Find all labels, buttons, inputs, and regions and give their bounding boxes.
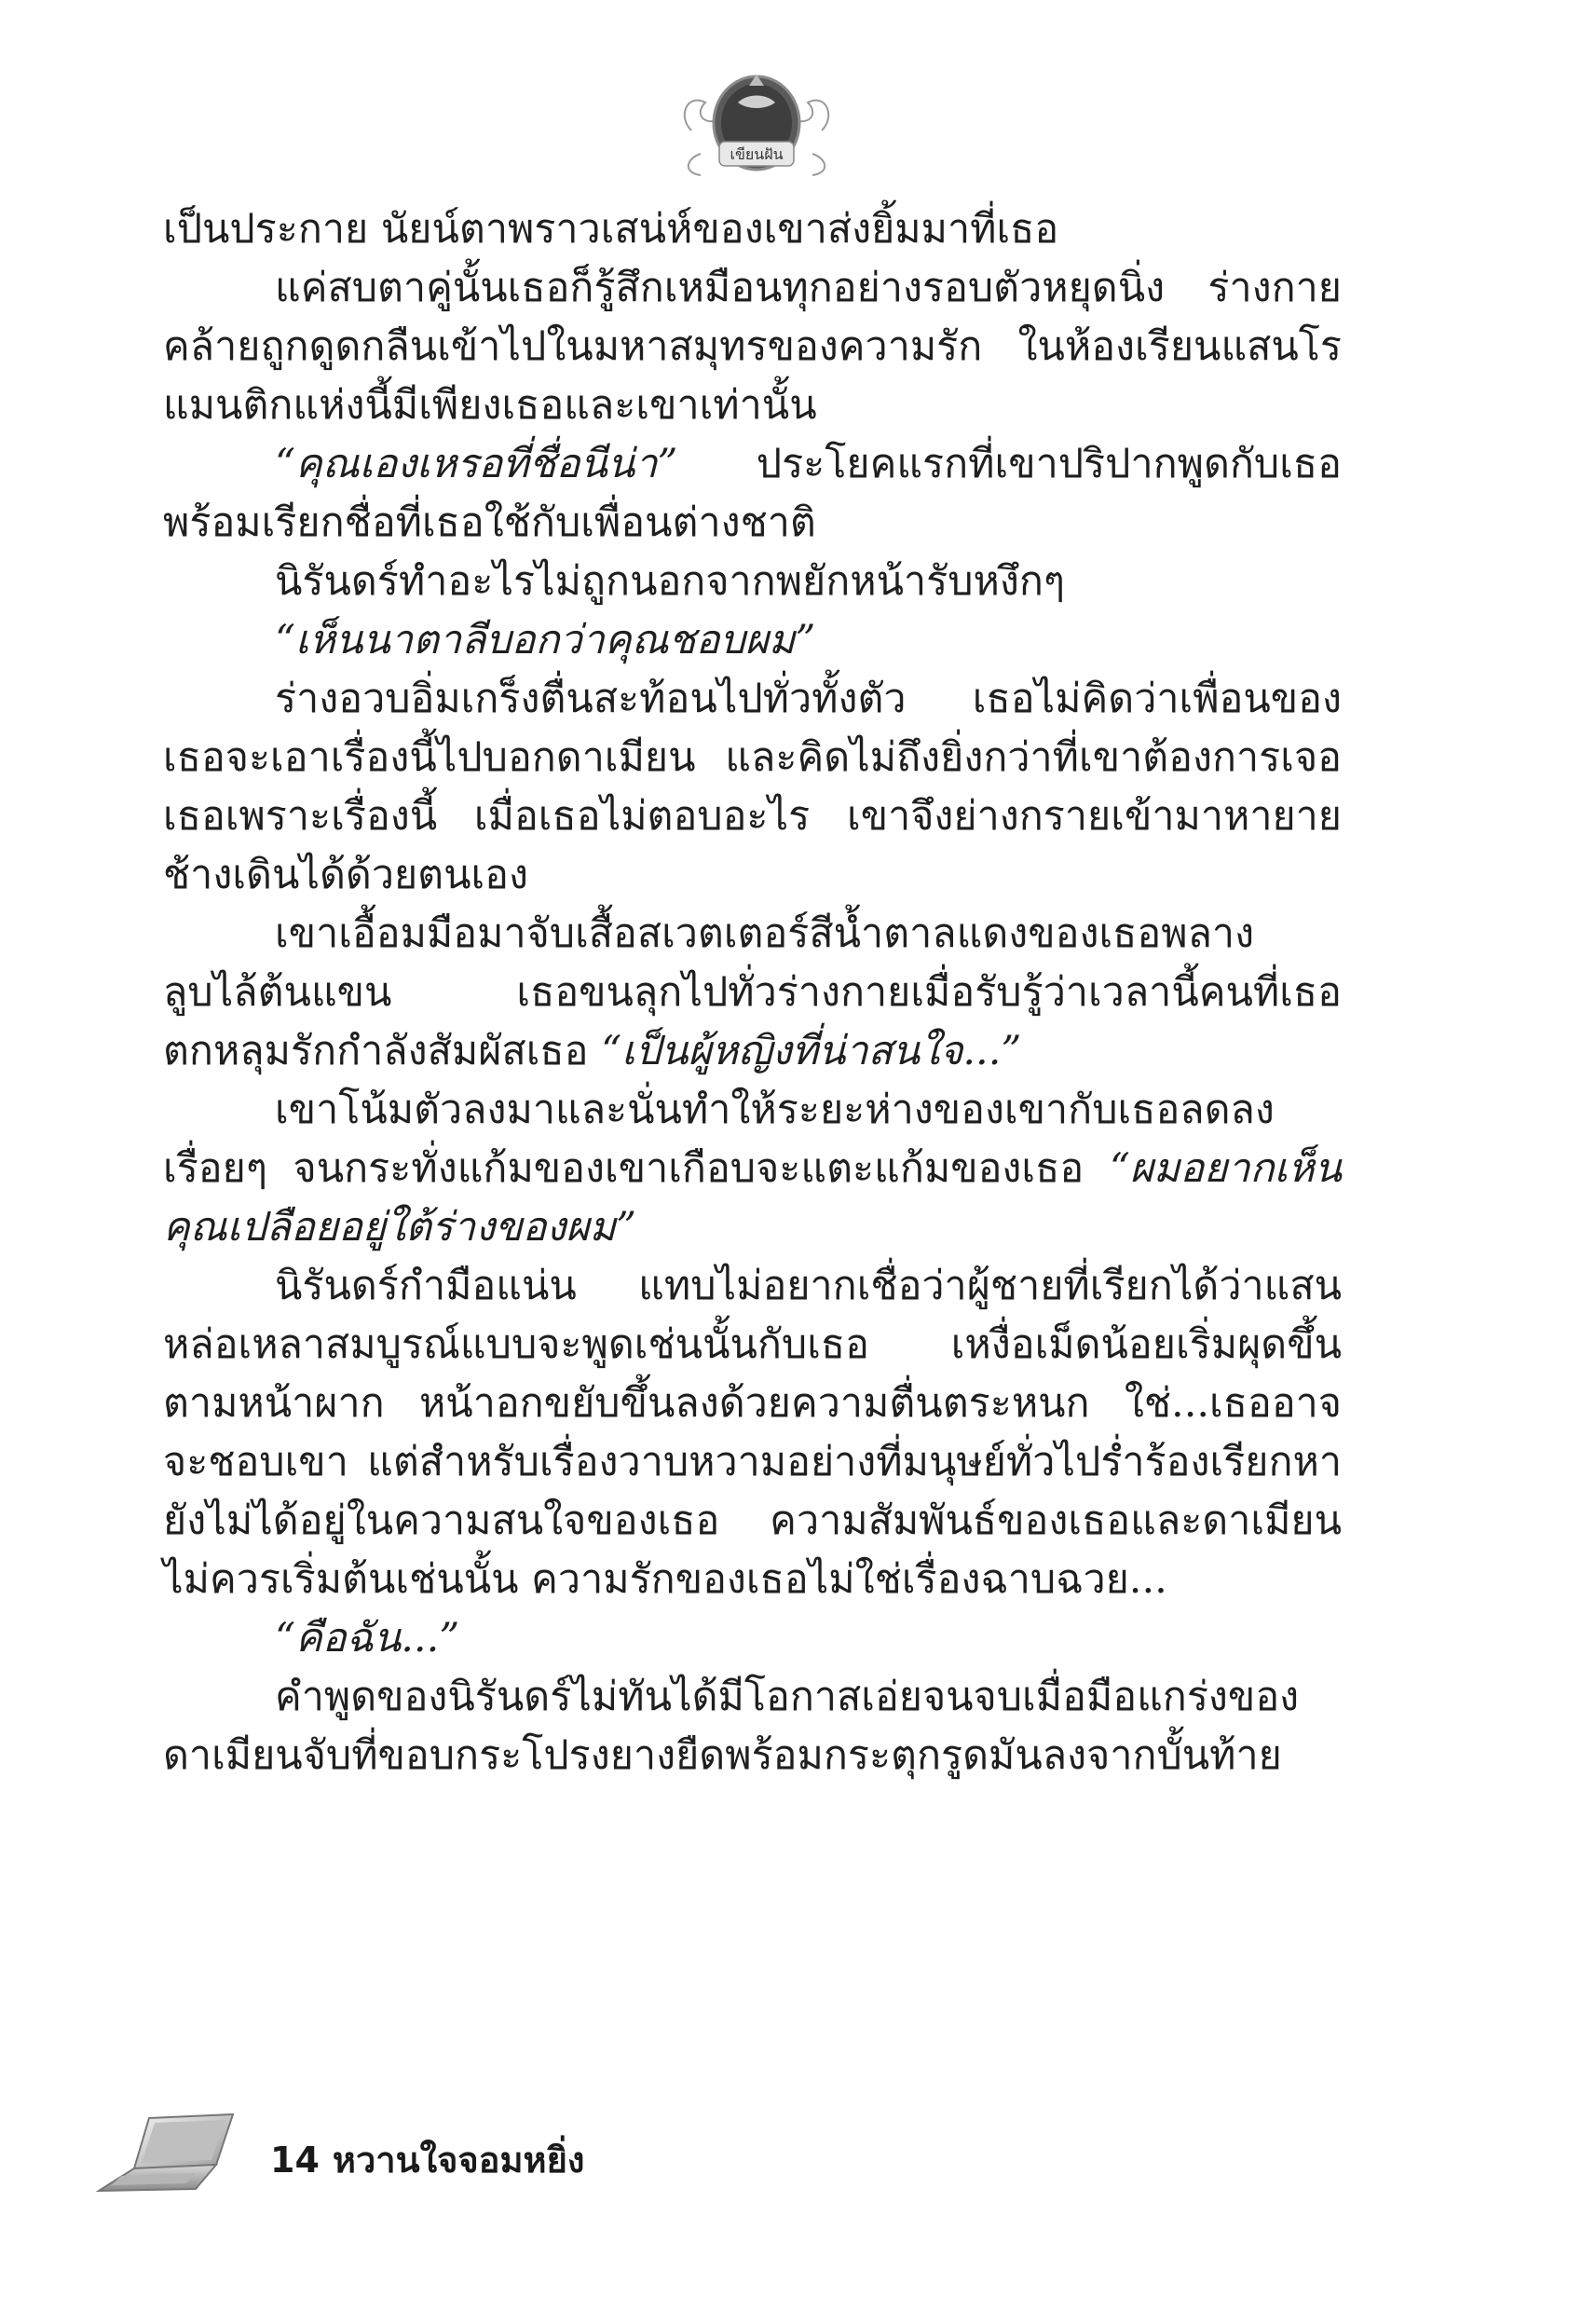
narration-text: ร่างอวบอิ่มเกร็งตื่นสะท้อนไปทั่วทั้งตัว เธอไม่คิดว่าเพื่อนของเธอจะเอาเรื่องนี้ไปบอกดาเมียน และคิดไม่ถึงยิ่งกว่าที่เขาต้องการเจอเธอเพราะเรื่องนี้ เมื่อเธอไม่ตอบอะไร เขาจึงย่างกรายเข้ามาหายายช้างเดินได้ด้วยตนเอง — [163, 676, 1342, 898]
narration-text: นิรันดร์ทำอะไรไม่ถูกนอกจากพยักหน้ารับหงึกๆ — [275, 558, 1066, 605]
paragraph — [163, 1081, 1342, 1257]
page-footer — [93, 2111, 745, 2195]
narration-text: เขาเอื้อมมือมาจับเสื้อสเวตเตอร์สีน้ำตาลแดงของเธอพลางลูบไล้ต้นแขน เธอขนลุกไปทั่วร่างกายเมื่อรับรู้ว่าเวลานี้คนที่เธอตกหลุมรักกำลังสัมผัสเธอ — [163, 910, 1342, 1074]
page-number: 14 — [270, 2140, 320, 2181]
paragraph — [163, 435, 1342, 553]
book-title: หวานใจจอมหยิ่ง — [332, 2140, 585, 2181]
paragraph — [163, 1257, 1342, 1609]
dialogue-text: “เห็นนาตาลีบอกว่าคุณชอบผม” — [275, 617, 816, 663]
paragraph — [163, 611, 1342, 670]
paragraph — [163, 670, 1342, 905]
narration-text: ประโยคแรกที่เขาปริปากพูดกับเธอพร้อมเรียกชื่อที่เธอใช้กับเพื่อนต่างชาติ — [163, 441, 1342, 546]
narration-text: นิรันดร์กำมือแน่น แทบไม่อยากเชื่อว่าผู้ชายที่เรียกได้ว่าแสนหล่อเหลาสมบูรณ์แบบจะพูดเช่นนั้นกับเธอ เหงื่อเม็ดน้อยเริ่มผุดขึ้นตามหน้าผาก หน้าอกขยับขึ้นลงด้วยความตื่นตระหนก ใช่...เธออาจจะชอบเขา แต่สำหรับเรื่องวาบหวามอย่างที่มนุษย์ทั่วไปร่ำร้องเรียกหายังไม่ได้อยู่ในความสนใจของเธอ ความสัมพันธ์ของเธอและดาเมียนไม่ควรเริ่มต้นเช่นนั้น ความรักของเธอไม่ใช่เรื่องฉาบฉวย... — [163, 1263, 1342, 1603]
footer-caption — [270, 2131, 597, 2188]
narration-text: เขาโน้มตัวลงมาและนั่นทำให้ระยะห่างของเขากับเธอลดลงเรื่อยๆ จนกระทั่งแก้มของเขาเกือบจะแตะแก้มของเธอ — [163, 1087, 1275, 1192]
ornamental-crest-icon — [673, 65, 840, 186]
narration-text: แค่สบตาคู่นั้นเธอก็รู้สึกเหมือนทุกอย่างรอบตัวหยุดนิ่ง ร่างกายคล้ายถูกดูดกลืนเข้าไปในมหาสมุทรของความรัก ในห้องเรียนแสนโรแมนติกแห่งนี้มีเพียงเธอและเขาเท่านั้น — [163, 265, 1342, 429]
publisher-logo — [673, 65, 840, 186]
body-text — [163, 200, 1342, 1785]
laptop-icon — [93, 2111, 242, 2195]
paragraph — [163, 259, 1342, 435]
paragraph — [163, 1609, 1342, 1668]
dialogue-text: “คุณเองเหรอที่ชื่อนีน่า” — [275, 441, 678, 487]
paragraph — [163, 1668, 1342, 1785]
dialogue-text: “เป็นผู้หญิงที่น่าสนใจ...” — [601, 1028, 1022, 1074]
narration-text: เป็นประกาย นัยน์ตาพราวเสน่ห์ของเขาส่งยิ้มมาที่เธอ — [163, 206, 1059, 253]
paragraph — [163, 553, 1342, 611]
dialogue-text: “คือฉัน...” — [275, 1615, 460, 1661]
logo-text: เขียนฝัน — [730, 145, 784, 163]
narration-text: คำพูดของนิรันดร์ไม่ทันได้มีโอกาสเอ่ยจนจบเมื่อมือแกร่งของดาเมียนจับที่ขอบกระโปรงยางยืดพร้อมกระตุกรูดมันลงจากบั้นท้าย — [163, 1674, 1300, 1779]
dialogue-text: “ผมอยากเห็นคุณเปลือยอยู่ใต้ร่างของผม” — [163, 1145, 1342, 1251]
paragraph — [163, 200, 1342, 259]
paragraph — [163, 905, 1342, 1081]
